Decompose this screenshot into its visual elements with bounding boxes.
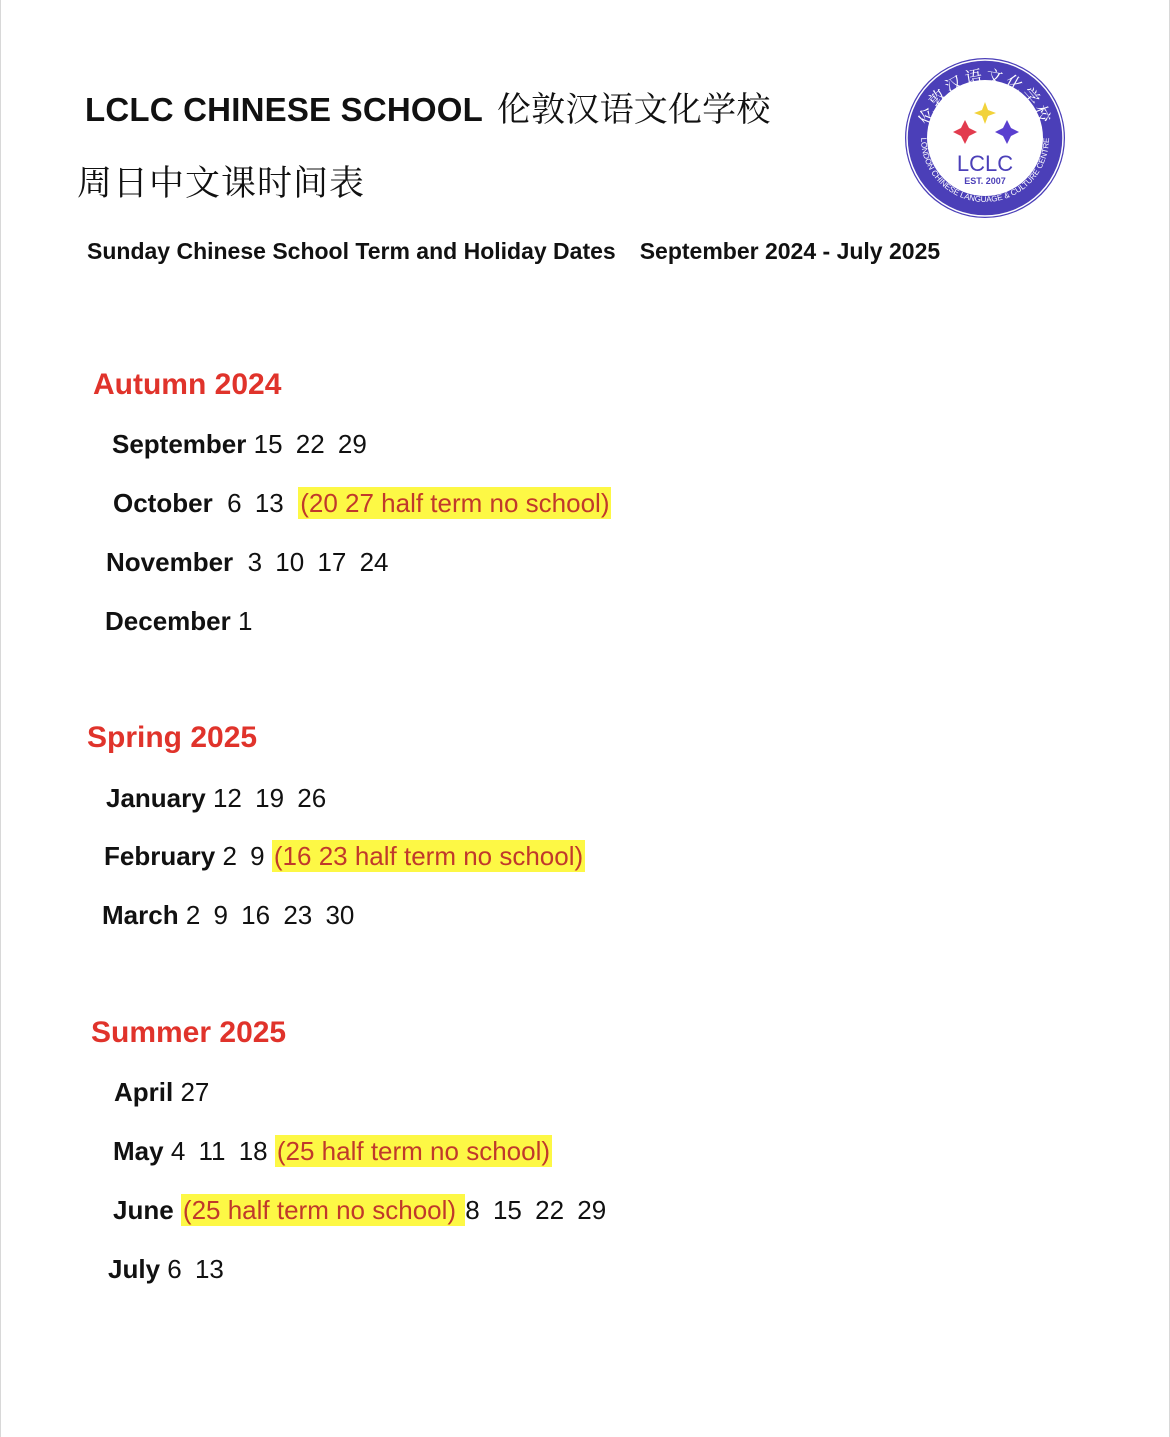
month-name: February [104,841,216,871]
half-term-note: (25 half term no school) [276,1136,551,1166]
term-dates-heading: Sunday Chinese School Term and Holiday Dates [87,238,616,264]
month-dates: 3 10 17 24 [247,547,389,577]
month-dates: 12 19 26 [212,783,327,813]
month-row-april [114,1077,209,1108]
timetable-subtitle-cn: 周日中文课时间表 [77,164,366,204]
half-term-note: (25 half term no school) [182,1195,464,1225]
month-dates: 2 9 [222,841,265,871]
month-dates: 1 [237,606,253,636]
month-name: May [113,1136,164,1166]
logo-top-text: 伦敦汉语文化学校 [915,66,1055,128]
month-name: January [106,783,206,813]
month-dates: 2 9 16 23 30 [185,900,355,930]
month-name: October [113,488,213,518]
term-title-spring: Spring 2025 [87,721,258,754]
month-row-february [104,841,585,872]
month-dates: 4 11 18 [170,1136,268,1166]
month-name: April [114,1077,174,1107]
month-row-september [112,429,367,460]
term-title-autumn: Autumn 2024 [93,368,282,401]
month-row-june [113,1195,606,1226]
month-row-november [106,547,389,578]
month-name: December [105,606,231,636]
month-dates: 8 15 22 29 [465,1195,607,1225]
school-title [85,82,771,131]
month-dates: 27 [180,1077,210,1107]
month-name: July [108,1254,161,1284]
half-term-note: (20 27 half term no school) [300,488,610,518]
term-dates-range: September 2024 - July 2025 [639,238,941,264]
month-row-may [113,1136,552,1167]
month-row-july [108,1254,224,1285]
month-name: September [112,429,247,459]
school-name-cn: 伦敦汉语文化学校 [496,90,771,130]
month-row-march [102,900,354,931]
half-term-note: (16 23 half term no school) [273,841,584,871]
term-title-summer: Summer 2025 [91,1016,287,1049]
term-dates-title [87,238,940,265]
month-dates: 6 13 [227,488,284,518]
logo-est-text: EST. 2007 [964,176,1006,186]
month-row-january [106,783,326,814]
month-name: June [113,1195,174,1225]
month-name: March [102,900,179,930]
logo-center-text: LCLC [956,151,1014,176]
month-row-december [105,606,252,637]
school-name: LCLC CHINESE SCHOOL [85,91,483,128]
month-dates: 6 13 [167,1254,224,1284]
lclc-logo [903,56,1067,220]
month-name: November [106,547,234,577]
logo-ring-text: LONDON CHINESE LANGUAGE & CULTURE CENTRE [918,137,1052,205]
month-dates: 15 22 29 [253,429,367,459]
month-row-october [113,488,611,519]
